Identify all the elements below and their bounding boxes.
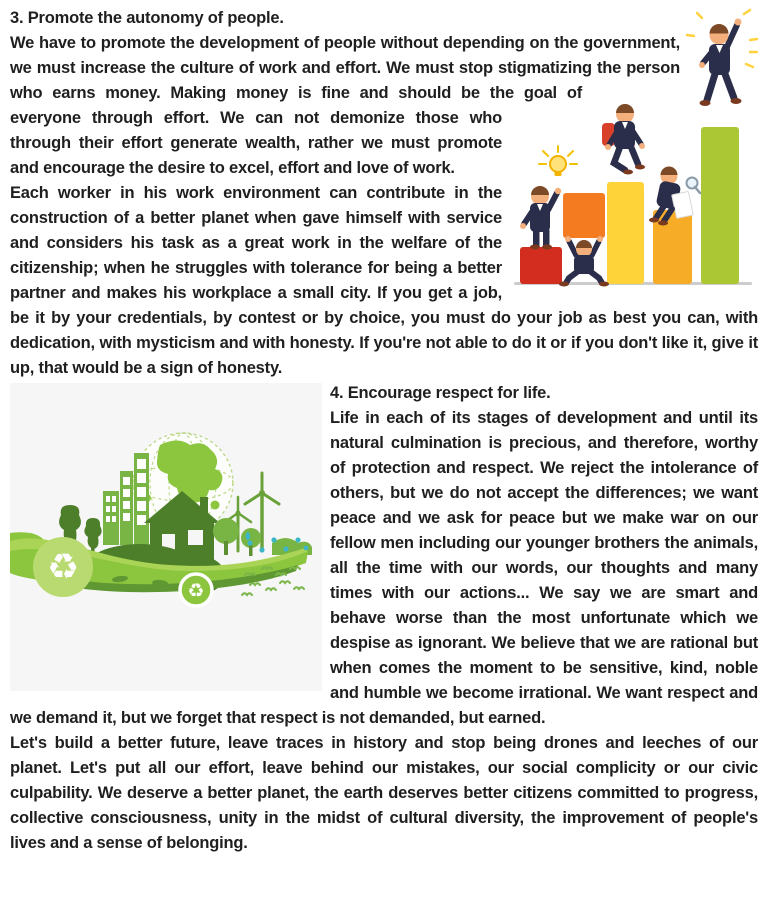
businessman-climbing (602, 104, 645, 175)
businessman-celebrating (687, 10, 757, 106)
recycle-wheel (180, 574, 212, 606)
eco-city-figure (10, 383, 322, 691)
recycle-icon: ♻ (46, 547, 80, 588)
section-3-paragraph-2: Each worker in his work environment can contribute in the construction of a better planet when gave himself with service and considers his task as a great work in the welfare of the citizenship; when he struggles with tolerance for being a better partner and makes his workplace a small city. If you get a job, be it by your credentials, by contest or by choice, you must do your job as best you can, with dedication, with mysticism and with honesty. If you're not able to do it or if you don't like it, give it up, that would be a sign of honesty. (10, 184, 758, 377)
section-3 (10, 6, 758, 381)
recycle-icon: ♻ (187, 580, 205, 602)
bar-green (701, 127, 739, 284)
section-4-paragraph-2: Let's build a better future, leave traces in history and stop being drones and leeches of our planet. Let's put all our effort, leave behind our mistakes, our social complicity or our civic culpability. We deserve a better planet, the earth deserves better citizens committed to progress, collective consciousness, unity in the midst of cultural diversity, the improvement of people's lives and a sense of belonging. (10, 734, 758, 852)
green-eco-city-illustration (10, 383, 322, 691)
bar-red (520, 247, 562, 284)
businessman-lifting (559, 236, 609, 287)
section-4 (10, 381, 758, 856)
lightbulb-icon (539, 146, 577, 176)
section-3-heading: 3. Promote the autonomy of people. (10, 9, 284, 27)
bar-orange (563, 193, 605, 238)
section-3-paragraph-1: We have to promote the development of people without depending on the government, we must increase the culture of work and effort. We must stop stigmatizing the person who earns money. Making money is fine and should be the goal of everyone through effort. We can not demonize those who through their effort generate wealth, rather we must promote and encourage the desire to excel, effort and love of work. (10, 34, 680, 177)
recycle-badge (33, 537, 93, 597)
section-4-heading: 4. Encourage respect for life. (330, 384, 551, 402)
bar-yellow (607, 182, 644, 284)
section-4-paragraph-1: Life in each of its stages of development and until its natural culmination is precious, and therefore, worthy of protection and respect. We reject the intolerance of others, but we do not accept the differences; we want peace and we ask for peace but we make war on our fellow men including our younger brothers the animals, all the time with our words, our thoughts and many times with our actions... We say we are smart and behave worse than the most unfortunate which we despise as ignorant. We believe that we are rational but when comes the moment to be sensitive, kind, noble and humble we become irrational. We want respect and we demand it, but we forget that respect is not demanded, but earned. (10, 409, 758, 727)
bar-amber (653, 210, 692, 284)
